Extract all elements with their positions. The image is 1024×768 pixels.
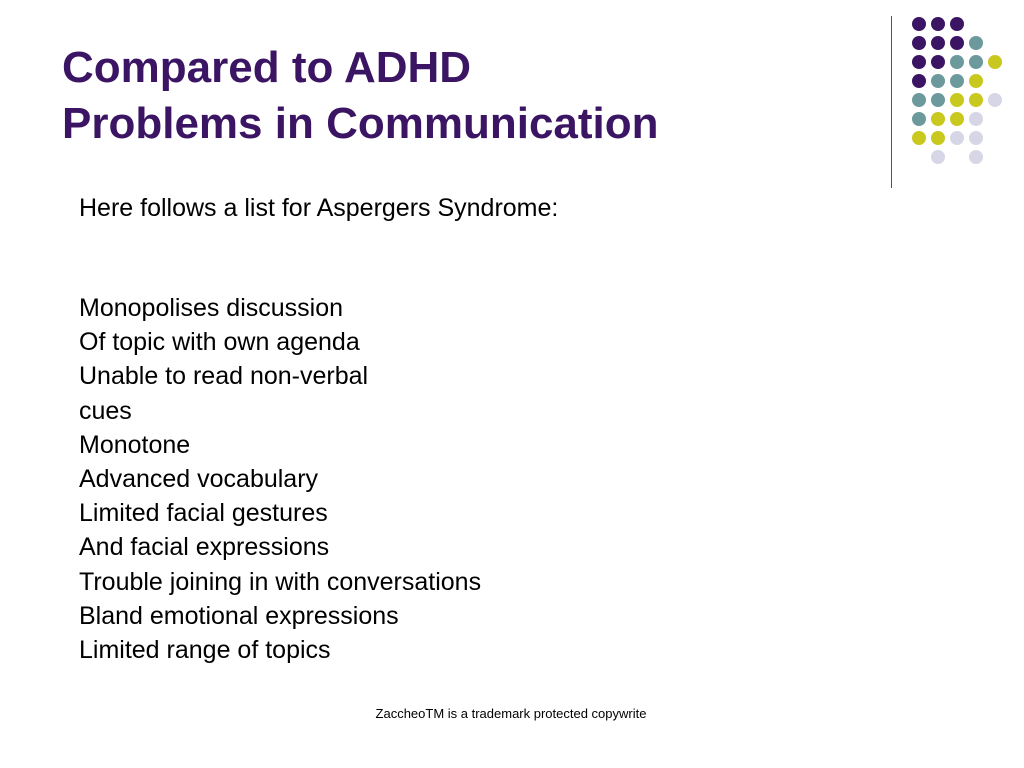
list-item: Advanced vocabulary [79,465,319,494]
dot-decoration [969,112,983,126]
title-line-2: Problems in Communication [62,99,659,148]
dot-decoration [988,93,1002,107]
dot-decoration [969,74,983,88]
dot-decoration [931,17,945,31]
dot-decoration [931,112,945,126]
list-item: Trouble joining in with conversations [79,567,482,596]
list-item: Of topic with own agenda [79,328,360,357]
dot-decoration [950,93,964,107]
dot-decoration [912,36,926,50]
list-item: Limited facial gestures [79,499,328,528]
list-item: Monopolises discussion [79,294,344,322]
dot-decoration [931,131,945,145]
footer-copyright [0,706,1024,722]
dot-decoration [969,36,983,50]
dot-decoration [912,74,926,88]
list-item: Limited range of topics [79,636,331,665]
dot-decoration [950,55,964,69]
list-item: cues [79,396,132,425]
list-item: Unable to read non-verbal [79,362,369,391]
dot-decoration [950,112,964,126]
list-item: And facial expressions [79,533,330,562]
dot-decoration [931,150,945,164]
dot-decoration [969,131,983,145]
dot-decoration [931,74,945,88]
title-line-1: Compared to ADHD [62,43,472,92]
dot-decoration [988,55,1002,69]
list-item: Bland emotional expressions [79,601,399,630]
dot-decoration [950,74,964,88]
decorative-dot-grid [912,17,1010,167]
dot-decoration [969,93,983,107]
decorative-divider [891,16,892,188]
dot-decoration [969,150,983,164]
symptom-list [79,291,481,667]
intro-text: Here follows a list for Aspergers Syndrome: [79,194,559,222]
dot-decoration [912,17,926,31]
dot-decoration [950,17,964,31]
dot-decoration [969,55,983,69]
slide-title [62,40,659,152]
dot-decoration [950,36,964,50]
dot-decoration [931,36,945,50]
dot-decoration [912,93,926,107]
dot-decoration [931,55,945,69]
footer-text: ZaccheoTM is a trademark protected copywrite [375,706,647,721]
dot-decoration [912,55,926,69]
dot-decoration [950,131,964,145]
dot-decoration [931,93,945,107]
list-item: Monotone [79,430,191,459]
dot-decoration [912,131,926,145]
dot-decoration [912,112,926,126]
